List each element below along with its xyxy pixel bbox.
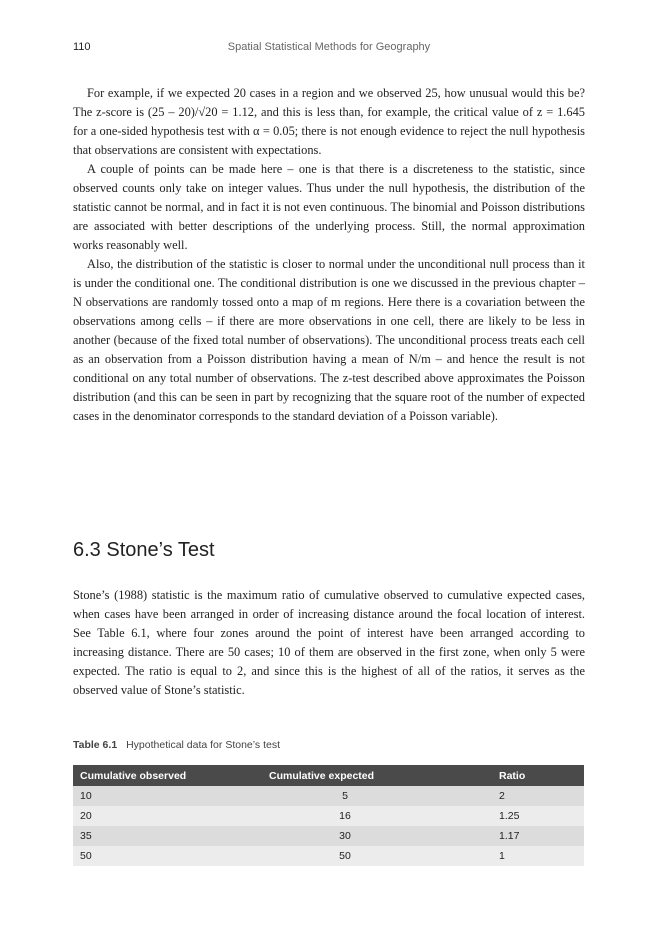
cell-cumulative-expected: 16 <box>262 806 481 826</box>
section-heading: 6.3 Stone’s Test <box>73 539 215 561</box>
running-head <box>73 41 585 59</box>
paragraph-zscore-example: For example, if we expected 20 cases in a region and we observed 25, how unusual would this be? The z-score is (25 – 20)/√20 = 1.12, and this is less than, for example, the critical value of z = 1.645 for a one-sided hypothesis test with α = 0.05; there is not enough evidence to reject the null hypothesis that observations are consistent with expectations. <box>73 86 585 157</box>
cell-cumulative-expected: 50 <box>262 846 481 866</box>
cell-ratio: 1.25 <box>481 806 584 826</box>
paragraph-discreteness: A couple of points can be made here – one is that there is a discreteness to the statistic, since observed counts only take on integer values. Thus under the null hypothesis, the distribution of the statistic cannot be normal, and in fact it is not even continuous. The binomial and Poisson distributions are associated with better descriptions of the underlying process. Still, the normal approximation works reasonably well. <box>73 162 585 252</box>
section-body <box>73 586 585 700</box>
table-row <box>73 826 584 846</box>
cell-cumulative-observed: 50 <box>73 846 262 866</box>
column-header-cumulative-expected: Cumulative expected <box>262 765 481 786</box>
cell-cumulative-observed: 35 <box>73 826 262 846</box>
column-header-cumulative-observed: Cumulative observed <box>73 765 262 786</box>
column-header-ratio: Ratio <box>481 765 584 786</box>
cell-cumulative-expected: 30 <box>262 826 481 846</box>
table-row <box>73 806 584 826</box>
table-caption-text: Hypothetical data for Stone’s test <box>126 739 280 751</box>
table-row <box>73 846 584 866</box>
table-caption-label: Table 6.1 <box>73 739 118 751</box>
cell-ratio: 1 <box>481 846 584 866</box>
table-caption <box>73 739 280 751</box>
stones-test-table <box>73 765 584 866</box>
body-text <box>73 84 585 426</box>
cell-ratio: 2 <box>481 786 584 806</box>
running-title: Spatial Statistical Methods for Geography <box>227 41 431 53</box>
cell-ratio: 1.17 <box>481 826 584 846</box>
cell-cumulative-observed: 10 <box>73 786 262 806</box>
cell-cumulative-expected: 5 <box>262 786 481 806</box>
cell-cumulative-observed: 20 <box>73 806 262 826</box>
paragraph-unconditional: Also, the distribution of the statistic is closer to normal under the unconditional null process than it is under the conditional one. The conditional distribution is one we discussed in the previous chapter – N observations are randomly tossed onto a map of m regions. Here there is a covariation between the observations among cells – if there are more observations in one cell, there are likely to be less in another (because of the fixed total number of observations). The unconditional process treats each cell as an observation from a Poisson distribution having a mean of N/m – and hence the result is not conditional on any total number of observations. The z-test described above approximates the Poisson distribution (and this can be seen in part by recognizing that the square root of the number of expected cases in the denominator corresponds to the standard deviation of a Poisson variable). <box>73 257 585 423</box>
paragraph-stones-statistic: Stone’s (1988) statistic is the maximum ratio of cumulative observed to cumulative expected cases, when cases have been arranged in order of increasing distance around the focal location of interest. See Table 6.1, where four zones around the point of interest have been arranged according to increasing distance. There are 50 cases; 10 of them are observed in the first zone, when only 5 were expected. The ratio is equal to 2, and since this is the highest of all of the ratios, it serves as the observed value of Stone’s statistic. <box>73 588 585 697</box>
table-header-row <box>73 765 584 786</box>
page-number: 110 <box>73 41 91 53</box>
table-row <box>73 786 584 806</box>
